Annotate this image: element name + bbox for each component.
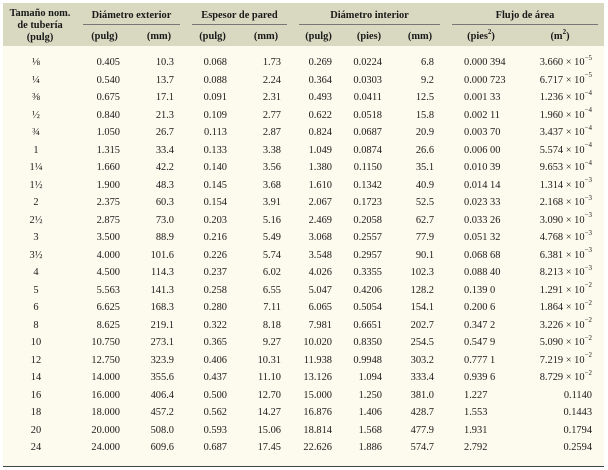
cell-wall-in: 0.203 xyxy=(203,214,227,226)
cell-nps: 12 xyxy=(30,354,42,366)
cell-wall-mm: 6.55 xyxy=(262,284,281,296)
cell-wall-in: 0.258 xyxy=(203,284,227,296)
cell-id-ft: 0.1342 xyxy=(353,179,382,191)
cell-nps: 24 xyxy=(30,442,42,454)
cell-nps: ¾ xyxy=(32,127,40,139)
table-row xyxy=(3,229,604,247)
cell-nps: 1¼ xyxy=(29,162,43,174)
cell-wall-in: 0.088 xyxy=(203,74,227,86)
cell-wall-in: 0.113 xyxy=(204,127,227,139)
cell-od-in: 0.540 xyxy=(96,74,120,86)
cell-od-in: 5.563 xyxy=(96,284,120,296)
cell-wall-mm: 2.77 xyxy=(262,109,281,121)
cell-wall-in: 0.226 xyxy=(203,249,227,261)
cell-id-ft: 0.2957 xyxy=(353,249,382,261)
cell-od-mm: 609.6 xyxy=(150,442,174,454)
cell-wall-mm: 5.16 xyxy=(262,214,281,226)
cell-id-in: 22.626 xyxy=(303,442,332,454)
cell-wall-mm: 2.87 xyxy=(262,127,281,139)
cell-od-mm: 273.1 xyxy=(150,337,174,349)
outer-diameter-header xyxy=(77,3,186,27)
nps-header-line1: Tamaño nom. xyxy=(9,7,71,19)
cell-nps: 2 xyxy=(33,197,39,209)
cell-od-in: 1.660 xyxy=(96,162,120,174)
cell-od-mm: 141.3 xyxy=(150,284,174,296)
cell-id-ft: 1.250 xyxy=(358,389,382,401)
cell-id-in: 0.622 xyxy=(308,109,332,121)
cell-wall-mm: 15.06 xyxy=(257,424,281,436)
cell-od-in: 18.000 xyxy=(91,407,120,419)
cell-od-in: 1.050 xyxy=(96,127,120,139)
cell-id-in: 10.020 xyxy=(303,337,332,349)
cell-id-mm: 52.5 xyxy=(415,197,435,209)
cell-od-mm: 323.9 xyxy=(150,354,174,366)
cell-wall-mm: 7.11 xyxy=(263,302,281,314)
outer-diameter-label: Diámetro exterior xyxy=(91,9,172,21)
cell-wall-mm: 2.31 xyxy=(262,92,281,104)
cell-wall-mm: 9.27 xyxy=(262,337,281,349)
cell-area-m: $4.768 \times 10^{-3}$ xyxy=(539,228,593,244)
cell-id-mm: 381.0 xyxy=(410,389,435,401)
table-row xyxy=(3,299,604,317)
cell-area-ft: 0.000 723 xyxy=(464,74,506,86)
cell-area-m: 0.1140 xyxy=(563,389,593,401)
cell-nps: ⅛ xyxy=(32,57,40,69)
cell-od-in: 2.375 xyxy=(96,197,120,209)
cell-od-in: 6.625 xyxy=(96,302,120,314)
cell-id-ft: 1.568 xyxy=(358,424,382,436)
cell-id-ft: 0.0224 xyxy=(353,57,382,69)
cell-nps: 4 xyxy=(33,267,39,279)
cell-wall-mm: 5.74 xyxy=(262,249,281,261)
cell-od-in: 2.875 xyxy=(96,214,120,226)
cell-area-m: 0.1443 xyxy=(563,407,593,419)
cell-id-in: 2.469 xyxy=(308,214,332,226)
cell-nps: 1 xyxy=(33,144,39,156)
cell-area-m: $8.729 \times 10^{-2}$ xyxy=(539,368,593,384)
cell-od-mm: 114.3 xyxy=(151,267,174,279)
table-row xyxy=(3,387,604,405)
cell-id-ft: 0.8350 xyxy=(353,337,382,349)
cell-area-ft: 0.547 9 xyxy=(464,337,496,349)
cell-id-mm: 202.7 xyxy=(410,319,435,331)
cell-wall-in: 0.109 xyxy=(203,109,227,121)
cell-od-mm: 508.0 xyxy=(150,424,174,436)
cell-id-in: 0.493 xyxy=(308,92,332,104)
cell-nps: 1½ xyxy=(29,179,43,191)
cell-area-ft: 1.931 xyxy=(464,424,488,436)
cell-id-ft: 0.5054 xyxy=(353,302,382,314)
unit-area-m2: $(m^2)$ xyxy=(550,27,570,42)
cell-area-m: $1.291 \times 10^{-2}$ xyxy=(539,281,593,296)
table-body xyxy=(3,46,604,457)
inner-diameter-label: Diámetro interior xyxy=(330,9,409,21)
cell-area-ft: 0.002 11 xyxy=(464,109,500,121)
cell-wall-in: 0.091 xyxy=(203,92,227,104)
cell-id-in: 13.126 xyxy=(303,372,332,384)
cell-od-mm: 26.7 xyxy=(155,127,174,139)
cell-id-ft: 0.0303 xyxy=(353,74,382,86)
cell-wall-in: 0.562 xyxy=(203,407,227,419)
cell-id-ft: 0.9948 xyxy=(353,354,382,366)
cell-nps: 16 xyxy=(30,389,42,401)
cell-od-in: 0.675 xyxy=(96,92,120,104)
table-row xyxy=(3,72,604,90)
cell-id-mm: 9.2 xyxy=(421,74,435,86)
cell-wall-in: 0.322 xyxy=(203,319,227,331)
cell-wall-mm: 5.49 xyxy=(262,232,281,244)
cell-od-mm: 10.3 xyxy=(155,57,174,69)
cell-area-m: $5.090 \times 10^{-2}$ xyxy=(539,333,593,349)
flow-area-header xyxy=(446,3,604,27)
table-row xyxy=(3,404,604,422)
cell-area-m: $6.381 \times 10^{-3}$ xyxy=(539,246,593,261)
table-row xyxy=(3,264,604,282)
nps-header-line2: de tubería xyxy=(17,19,63,31)
cell-area-m: $3.437 \times 10^{-4}$ xyxy=(539,123,593,139)
table-row xyxy=(3,142,604,160)
cell-wall-in: 0.068 xyxy=(203,57,227,69)
cell-od-mm: 42.2 xyxy=(155,162,174,174)
cell-id-ft: 0.3355 xyxy=(353,267,382,279)
cell-id-mm: 12.5 xyxy=(415,92,435,104)
cell-id-in: 3.548 xyxy=(308,249,332,261)
cell-id-ft: 1.886 xyxy=(358,442,382,454)
cell-od-mm: 73.0 xyxy=(155,214,174,226)
cell-id-mm: 62.7 xyxy=(415,214,435,226)
table-row xyxy=(3,352,604,370)
cell-area-m: $3.660 \times 10^{-5}$ xyxy=(539,53,593,69)
wall-thickness-header xyxy=(186,3,293,27)
cell-id-mm: 40.9 xyxy=(415,179,435,191)
cell-wall-in: 0.437 xyxy=(203,372,227,384)
cell-wall-mm: 8.18 xyxy=(262,319,281,331)
unit-od-in: (pulg) xyxy=(91,31,118,42)
cell-od-in: 16.000 xyxy=(91,389,120,401)
cell-od-mm: 33.4 xyxy=(155,144,174,156)
pipe-dimensions-table xyxy=(3,3,604,457)
cell-id-ft: 1.094 xyxy=(358,372,382,384)
inner-diameter-header xyxy=(293,3,446,27)
cell-wall-mm: 12.70 xyxy=(257,389,281,401)
cell-area-m: $8.213 \times 10^{-3}$ xyxy=(539,263,593,279)
cell-id-ft: 0.0411 xyxy=(353,92,382,104)
cell-area-ft: 0.010 39 xyxy=(464,162,501,174)
cell-wall-mm: 3.68 xyxy=(262,179,281,191)
cell-od-mm: 101.6 xyxy=(150,249,174,261)
cell-id-ft: 0.1723 xyxy=(353,197,382,209)
cell-id-in: 7.981 xyxy=(308,319,332,331)
cell-id-mm: 26.6 xyxy=(415,144,435,156)
cell-area-m: $9.653 \times 10^{-4}$ xyxy=(539,158,593,174)
cell-od-in: 4.000 xyxy=(96,249,120,261)
cell-od-mm: 60.3 xyxy=(155,197,174,209)
table-row xyxy=(3,422,604,440)
cell-wall-mm: 3.91 xyxy=(262,197,281,209)
cell-nps: 3 xyxy=(33,232,39,244)
cell-nps: 5 xyxy=(33,284,39,296)
cell-wall-in: 0.593 xyxy=(203,424,227,436)
cell-area-ft: 0.014 14 xyxy=(464,179,501,191)
nps-header xyxy=(3,3,77,46)
table-row xyxy=(3,247,604,265)
cell-od-mm: 88.9 xyxy=(155,232,174,244)
unit-wall-in: (pulg) xyxy=(199,31,226,42)
cell-wall-mm: 6.02 xyxy=(262,267,281,279)
cell-id-in: 15.000 xyxy=(303,389,332,401)
cell-od-in: 8.625 xyxy=(96,319,120,331)
cell-id-mm: 20.9 xyxy=(415,127,435,139)
cell-area-m: $7.219 \times 10^{-2}$ xyxy=(539,351,593,366)
cell-area-ft: 0.006 00 xyxy=(464,144,501,156)
cell-id-in: 1.610 xyxy=(308,179,332,191)
table-row xyxy=(3,317,604,335)
cell-nps: 2½ xyxy=(29,214,43,226)
cell-wall-mm: 11.10 xyxy=(258,372,281,384)
cell-wall-in: 0.133 xyxy=(203,144,227,156)
table-row xyxy=(3,194,604,212)
cell-wall-in: 0.406 xyxy=(203,354,227,366)
cell-od-mm: 219.1 xyxy=(150,319,174,331)
cell-od-in: 20.000 xyxy=(91,424,120,436)
table-row xyxy=(3,89,604,107)
nps-header-line3: (pulg) xyxy=(26,31,54,43)
cell-od-mm: 406.4 xyxy=(150,389,174,401)
cell-nps: ½ xyxy=(32,109,40,121)
cell-wall-in: 0.154 xyxy=(203,197,227,209)
cell-area-ft: 0.777 1 xyxy=(464,354,496,366)
cell-area-m: $6.717 \times 10^{-5}$ xyxy=(539,71,593,86)
cell-area-ft: 0.088 40 xyxy=(464,267,501,279)
cell-area-ft: 0.347 2 xyxy=(464,319,496,331)
cell-od-in: 1.900 xyxy=(96,179,120,191)
cell-wall-in: 0.280 xyxy=(203,302,227,314)
cell-od-in: 4.500 xyxy=(96,267,120,279)
cell-wall-in: 0.140 xyxy=(203,162,227,174)
cell-area-m: $1.236 \times 10^{-4}$ xyxy=(539,88,593,104)
wall-thickness-label: Espesor de pared xyxy=(201,9,278,21)
cell-area-m: $2.168 \times 10^{-3}$ xyxy=(539,193,593,209)
cell-wall-in: 0.145 xyxy=(203,179,227,191)
cell-area-ft: 2.792 xyxy=(464,442,488,454)
cell-id-in: 18.814 xyxy=(303,424,332,436)
cell-wall-mm: 17.45 xyxy=(257,442,281,454)
cell-id-ft: 0.2557 xyxy=(353,232,382,244)
cell-id-in: 2.067 xyxy=(308,197,332,209)
cell-wall-mm: 10.31 xyxy=(257,354,281,366)
table-row xyxy=(3,46,604,72)
cell-area-m: $1.314 \times 10^{-3}$ xyxy=(539,176,593,191)
cell-nps: 18 xyxy=(30,407,42,419)
cell-id-mm: 574.7 xyxy=(410,442,435,454)
cell-nps: 10 xyxy=(30,337,42,349)
cell-id-mm: 254.5 xyxy=(410,337,435,349)
cell-id-ft: 1.406 xyxy=(358,407,382,419)
cell-id-in: 0.824 xyxy=(308,127,332,139)
cell-od-in: 0.405 xyxy=(96,57,120,69)
cell-id-ft: 0.0687 xyxy=(353,127,382,139)
cell-id-ft: 0.2058 xyxy=(353,214,382,226)
cell-id-mm: 428.7 xyxy=(410,407,435,419)
cell-wall-in: 0.216 xyxy=(203,232,227,244)
flow-area-label: Flujo de área xyxy=(495,9,555,21)
cell-id-mm: 6.8 xyxy=(421,57,435,69)
cell-od-mm: 13.7 xyxy=(155,74,174,86)
table-row xyxy=(3,177,604,195)
cell-id-in: 4.026 xyxy=(308,267,332,279)
cell-wall-mm: 3.38 xyxy=(262,144,281,156)
cell-id-ft: 0.0518 xyxy=(353,109,382,121)
cell-od-in: 3.500 xyxy=(96,232,120,244)
unit-area-ft2: (pies$^2$) xyxy=(467,27,495,42)
table-row xyxy=(3,282,604,300)
cell-id-ft: 0.4206 xyxy=(353,284,382,296)
table-header xyxy=(3,3,604,46)
cell-area-m: $5.574 \times 10^{-4}$ xyxy=(539,141,593,156)
cell-wall-mm: 14.27 xyxy=(257,407,281,419)
unit-id-ft: (pies) xyxy=(356,31,382,42)
cell-id-ft: 0.1150 xyxy=(353,162,382,174)
cell-area-m: 0.1794 xyxy=(563,424,593,436)
cell-id-in: 3.068 xyxy=(308,232,332,244)
cell-id-mm: 154.1 xyxy=(410,302,435,314)
cell-id-mm: 77.9 xyxy=(415,232,435,244)
cell-id-mm: 333.4 xyxy=(410,372,435,384)
unit-id-mm: (mm) xyxy=(407,31,433,42)
cell-id-mm: 90.1 xyxy=(415,249,435,261)
table-row xyxy=(3,369,604,387)
cell-id-mm: 128.2 xyxy=(410,284,435,296)
unit-wall-mm: (mm) xyxy=(253,31,279,42)
cell-area-m: $1.864 \times 10^{-2}$ xyxy=(539,298,593,314)
cell-id-in: 0.269 xyxy=(308,57,332,69)
cell-od-mm: 457.2 xyxy=(150,407,174,419)
table-row xyxy=(3,107,604,125)
unit-od-mm: (mm) xyxy=(146,31,172,42)
cell-od-mm: 48.3 xyxy=(155,179,174,191)
cell-id-mm: 15.8 xyxy=(415,109,435,121)
cell-od-mm: 168.3 xyxy=(150,302,174,314)
table-row xyxy=(3,334,604,352)
cell-area-ft: 0.200 6 xyxy=(464,302,496,314)
cell-area-ft: 0.939 6 xyxy=(464,372,496,384)
cell-nps: 20 xyxy=(30,424,42,436)
cell-area-ft: 0.000 394 xyxy=(464,57,506,69)
cell-area-ft: 0.001 33 xyxy=(464,92,501,104)
cell-area-m: $3.090 \times 10^{-3}$ xyxy=(539,211,593,226)
cell-od-in: 14.000 xyxy=(91,372,120,384)
cell-id-in: 6.065 xyxy=(308,302,332,314)
cell-od-in: 24.000 xyxy=(91,442,120,454)
cell-id-in: 5.047 xyxy=(308,284,332,296)
cell-nps: 8 xyxy=(33,319,39,331)
table-row xyxy=(3,212,604,230)
cell-id-ft: 0.6651 xyxy=(353,319,382,331)
cell-od-mm: 21.3 xyxy=(155,109,174,121)
cell-area-ft: 0.023 33 xyxy=(464,197,501,209)
table-row xyxy=(3,124,604,142)
cell-wall-mm: 2.24 xyxy=(262,74,281,86)
cell-id-in: 11.938 xyxy=(303,354,332,366)
cell-id-mm: 35.1 xyxy=(415,162,435,174)
pipe-table-container xyxy=(3,3,604,467)
cell-od-mm: 355.6 xyxy=(150,372,174,384)
cell-area-ft: 1.227 xyxy=(464,389,488,401)
cell-id-mm: 477.9 xyxy=(410,424,435,436)
cell-od-in: 10.750 xyxy=(91,337,120,349)
cell-area-ft: 1.553 xyxy=(464,407,488,419)
cell-area-ft: 0.003 70 xyxy=(464,127,501,139)
cell-nps: 14 xyxy=(30,372,42,384)
cell-wall-in: 0.237 xyxy=(203,267,227,279)
cell-nps: 6 xyxy=(33,302,39,314)
cell-area-m: 0.2594 xyxy=(563,442,593,454)
cell-id-mm: 303.2 xyxy=(410,354,435,366)
table-row xyxy=(3,439,604,457)
cell-od-mm: 17.1 xyxy=(155,92,174,104)
cell-id-in: 16.876 xyxy=(303,407,332,419)
cell-area-m: $1.960 \times 10^{-4}$ xyxy=(539,106,593,121)
cell-wall-mm: 1.73 xyxy=(262,57,281,69)
cell-nps: ⅜ xyxy=(32,92,40,104)
cell-od-in: 0.840 xyxy=(96,109,120,121)
cell-id-mm: 102.3 xyxy=(410,267,435,279)
cell-id-in: 1.049 xyxy=(308,144,332,156)
cell-area-ft: 0.139 0 xyxy=(464,284,496,296)
cell-id-ft: 0.0874 xyxy=(353,144,382,156)
cell-area-ft: 0.068 68 xyxy=(464,249,501,261)
cell-id-in: 1.380 xyxy=(308,162,332,174)
cell-area-ft: 0.033 26 xyxy=(464,214,501,226)
cell-id-in: 0.364 xyxy=(308,74,332,86)
unit-id-in: (pulg) xyxy=(305,31,332,42)
cell-wall-in: 0.365 xyxy=(203,337,227,349)
cell-wall-mm: 3.56 xyxy=(262,162,281,174)
cell-area-ft: 0.051 32 xyxy=(464,232,501,244)
table-row xyxy=(3,159,604,177)
cell-wall-in: 0.500 xyxy=(203,389,227,401)
cell-nps: 3½ xyxy=(29,249,43,261)
cell-od-in: 1.315 xyxy=(96,144,120,156)
cell-wall-in: 0.687 xyxy=(203,442,227,454)
cell-od-in: 12.750 xyxy=(91,354,120,366)
cell-nps: ¼ xyxy=(32,74,40,86)
cell-area-m: $3.226 \times 10^{-2}$ xyxy=(539,316,593,331)
